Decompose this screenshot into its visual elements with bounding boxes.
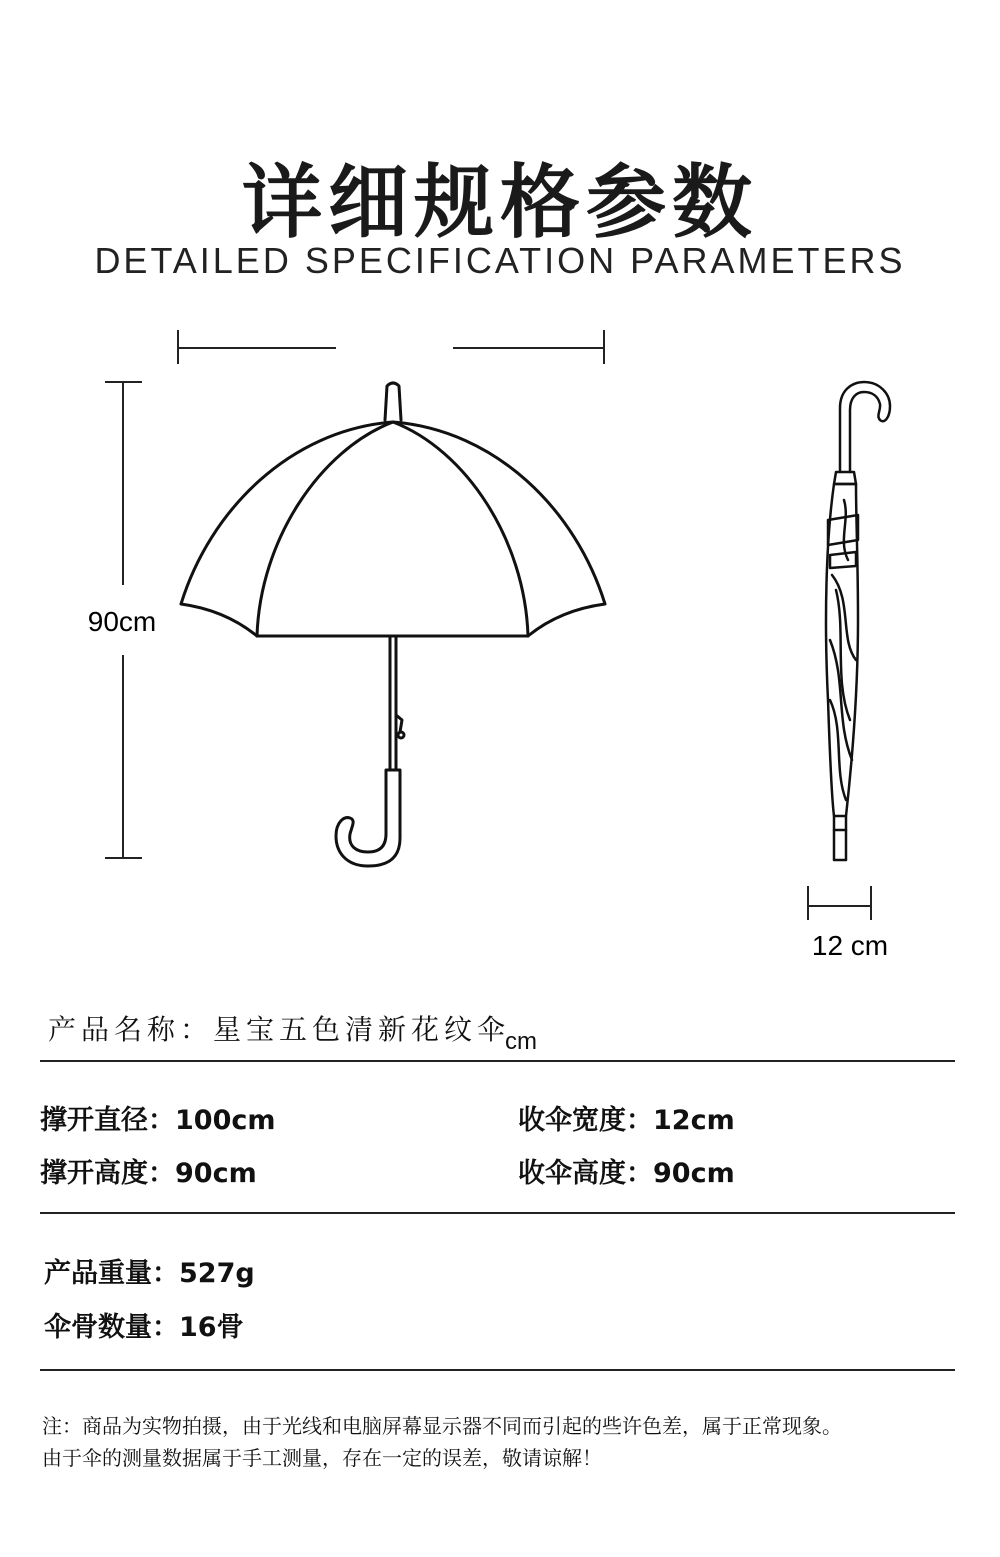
page-title: 详细规格参数 (242, 156, 758, 249)
note-line-1: 注：商品为实物拍摄，由于光线和电脑屏幕显示器不同而引起的些许色差，属于正常现象。 (42, 1414, 842, 1438)
height-label: 90cm (87, 606, 157, 637)
note-line-2: 由于伞的测量数据属于手工测量，存在一定的误差，敬请谅解！ (42, 1446, 602, 1470)
closed-width-label: 12 cm (811, 930, 889, 961)
spec-ribs: 伞骨数量：16骨 (44, 1312, 244, 1343)
page-subtitle: DETAILED SPECIFICATION PARAMETERS (94, 240, 906, 281)
spec-open-diameter: 撑开直径：100cm (40, 1105, 276, 1136)
product-name: 产品名称：星宝五色清新花纹伞 (48, 1013, 511, 1046)
unit-overlay-text: cm (505, 1028, 537, 1055)
closed-umbrella-illustration (826, 382, 890, 860)
open-umbrella-illustration (181, 383, 605, 866)
width-dimension-line (178, 330, 604, 364)
spec-closed-width: 收伞宽度：12cm (518, 1105, 735, 1136)
divider-1 (40, 1060, 955, 1062)
closed-width-dimension-line (808, 886, 871, 920)
spec-open-height: 撑开高度：90cm (40, 1158, 257, 1189)
spec-weight: 产品重量：527g (44, 1258, 255, 1289)
divider-3 (40, 1369, 955, 1371)
spec-closed-height: 收伞高度：90cm (518, 1158, 735, 1189)
divider-2 (40, 1212, 955, 1214)
